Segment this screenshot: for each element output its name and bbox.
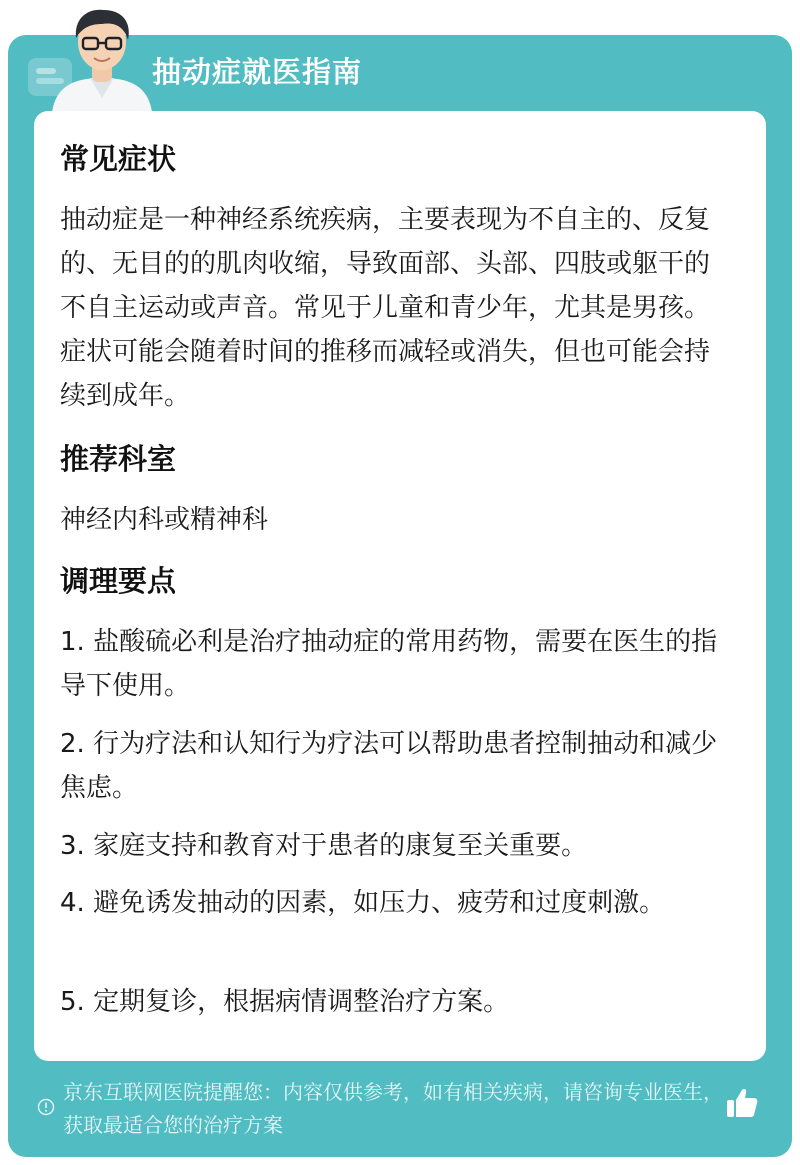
care-item-4: 4. 避免诱发抽动的因素，如压力、疲劳和过度刺激。 [60, 888, 666, 918]
content-card [34, 111, 766, 1061]
care-item-3: 3. 家庭支持和教育对于患者的康复至关重要。 [60, 831, 588, 861]
symptoms-text: 抽动症是一种神经系统疾病，主要表现为不自主的、反复的、无目的的肌肉收缩，导致面部、头部、四肢或躯干的不自主运动或声音。常见于儿童和青少年，尤其是男孩。症状可能会随着时间的推移而减轻或消失，但也可能会持续到成年。 [60, 205, 711, 411]
info-icon [37, 1098, 55, 1116]
care-item-5: 5. 定期复诊，根据病情调整治疗方案。 [60, 987, 510, 1017]
department-heading: 推荐科室 [60, 442, 177, 476]
department-text: 神经内科或精神科 [60, 505, 269, 535]
care-item-2: 2. 行为疗法和认知行为疗法可以帮助患者控制抽动和减少焦虑。 [60, 729, 718, 803]
care-item-1: 1. 盐酸硫必利是治疗抽动症的常用药物，需要在医生的指导下使用。 [60, 627, 718, 701]
care-heading: 调理要点 [60, 564, 177, 598]
thumbs-up-icon[interactable] [724, 1085, 760, 1121]
footer-notice: 京东互联网医院提醒您：内容仅供参考，如有相关疾病，请咨询专业医生，获取最适合您的治疗方案 [63, 1080, 723, 1137]
page-title: 抽动症就医指南 [152, 55, 363, 89]
symptoms-heading: 常见症状 [60, 142, 177, 176]
doctor-avatar-icon [48, 2, 156, 112]
